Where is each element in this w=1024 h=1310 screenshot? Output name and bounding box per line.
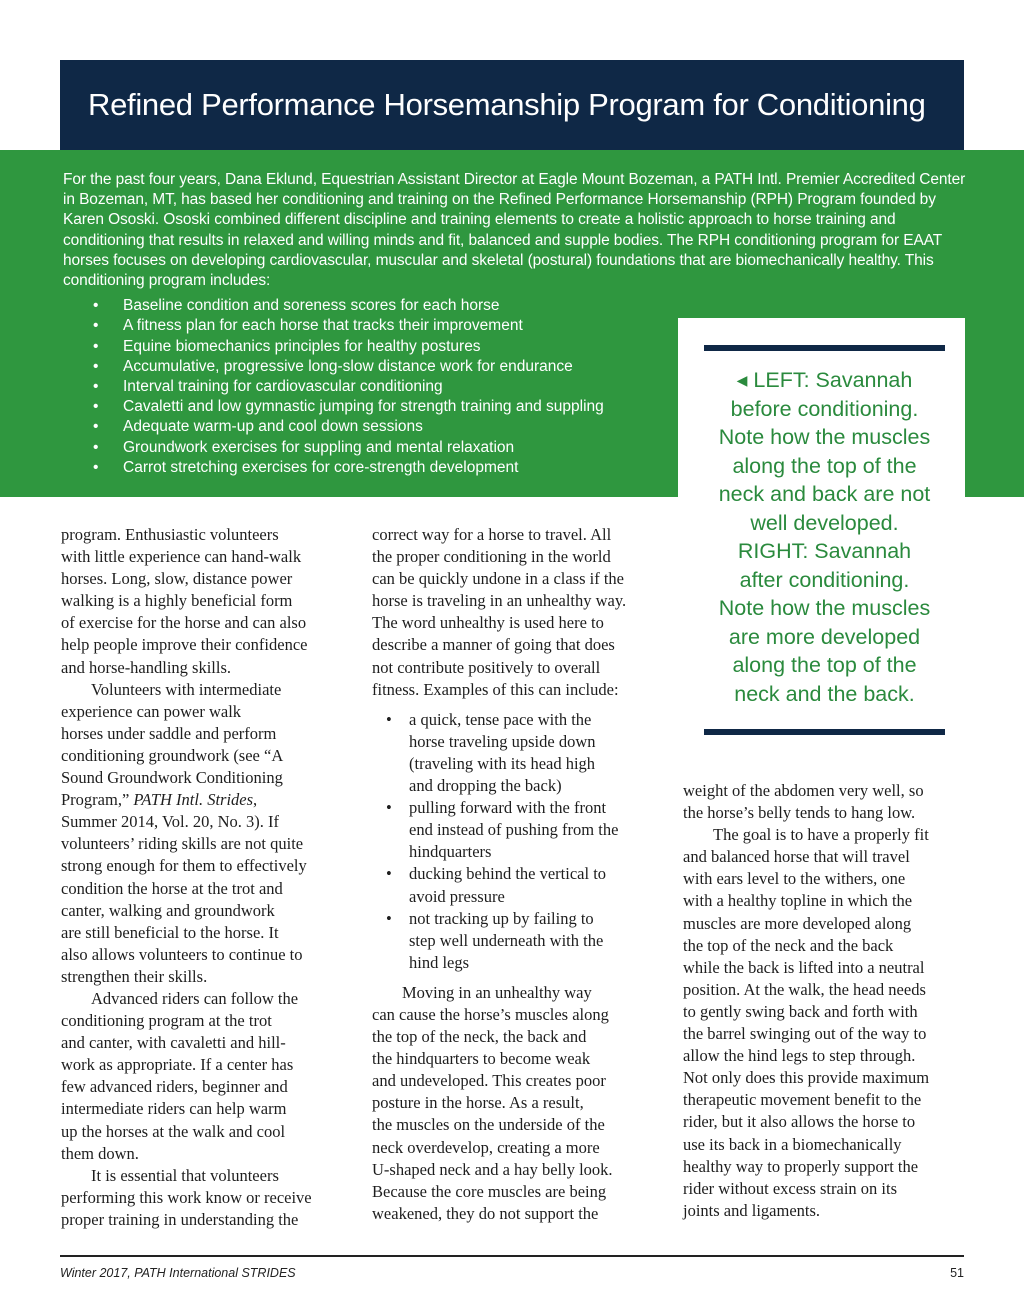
text-line: the muscles on the underside of the bbox=[372, 1115, 605, 1135]
text-line: with a healthy topline in which the bbox=[683, 891, 913, 911]
caption-bottom-rule bbox=[704, 729, 945, 735]
program-list-item bbox=[63, 296, 968, 316]
text-line: the top of the neck, the back and bbox=[372, 1027, 587, 1047]
text-line: of exercise for the horse and can also bbox=[61, 613, 307, 633]
text-line: rider, but it also allows the horse to bbox=[683, 1112, 916, 1132]
bullet-glyph: • bbox=[386, 864, 392, 884]
text-line: Summer 2014, Vol. 20, No. 3). If bbox=[61, 812, 280, 832]
caption-line: neck and the back. bbox=[734, 681, 915, 706]
text-line: also allows volunteers to continue to bbox=[61, 944, 303, 964]
text-line: the hindquarters to become weak bbox=[372, 1049, 591, 1069]
example-bullet-line: step well underneath with the bbox=[409, 930, 604, 950]
bullet-text: a quick, tense pace with the bbox=[409, 709, 592, 729]
program-list-item-text: Interval training for cardiovascular conditioning bbox=[123, 378, 443, 396]
article-column-2 bbox=[372, 524, 626, 1225]
example-bullet-line: (traveling with its head high bbox=[409, 753, 596, 773]
text-line: correct way for a horse to travel. All bbox=[372, 525, 612, 544]
program-list-item-text: Cavaletti and low gymnastic jumping for strength training and suppling bbox=[123, 398, 604, 416]
text-line: The goal is to have a properly fit bbox=[713, 825, 929, 845]
bullet-glyph: • bbox=[93, 458, 99, 476]
program-list-item-text: Groundwork exercises for suppling and mental relaxation bbox=[123, 438, 515, 456]
bullet-glyph: • bbox=[93, 398, 99, 416]
caption-line: neck and back are not bbox=[718, 482, 931, 506]
text-line: U-shaped neck and a hay belly look. bbox=[372, 1159, 613, 1179]
example-bullet-line: end instead of pushing from the bbox=[409, 820, 619, 840]
text-line: while the back is lifted into a neutral bbox=[683, 957, 925, 977]
text-line: canter, walking and groundwork bbox=[61, 900, 275, 920]
caption-top-rule bbox=[704, 345, 945, 351]
bullet-glyph: • bbox=[93, 418, 99, 436]
text-line: The word unhealthy is used here to bbox=[372, 613, 604, 633]
bullet-glyph: • bbox=[386, 908, 392, 928]
text-line: help people improve their confidence bbox=[61, 635, 308, 655]
page-number: 51 bbox=[950, 1266, 964, 1280]
bullet-text: ducking behind the vertical to bbox=[409, 864, 607, 884]
page-title: Refined Performance Horsemanship Program for Conditioning bbox=[88, 87, 926, 122]
caption-line: well developed. bbox=[750, 510, 899, 535]
text-line: strong enough for them to effectively bbox=[61, 856, 307, 876]
text-line: can cause the horse’s muscles along bbox=[372, 1004, 609, 1024]
sidebar-intro: For the past four years, Dana Eklund, Equestrian Assistant Director at Eagle Mount Bozeman, a PATH Intl. Premier Accredited Center in Bozeman, MT, has based her conditioning and training on the Refined Performance Horsemanship (RPH) Program founded by Karen Ososki. Ososki combined different discipline and training elements to create a holistic approach to horse training and conditioning that results in relaxed and willing minds and fit, balanced and supple bodies. The RPH conditioning program for EAAT horses focuses on developing cardiovascular, muscular and skeletal (postural) foundations that are biomechanically healthy. This conditioning program includes: bbox=[63, 171, 966, 290]
text-line: volunteers’ riding skills are not quite bbox=[61, 834, 304, 854]
program-list-item-text: Carrot stretching exercises for core-strength development bbox=[123, 458, 519, 476]
text-line: describe a manner of going that does bbox=[372, 635, 615, 655]
example-bullet-line bbox=[372, 709, 626, 731]
text-line: strengthen their skills. bbox=[61, 966, 208, 986]
photo-caption-callout bbox=[678, 318, 965, 750]
article-column-1 bbox=[61, 524, 312, 1231]
bullet-glyph: • bbox=[93, 317, 99, 335]
bullet-text: pulling forward with the front bbox=[409, 798, 607, 818]
text-fragment: Program,” bbox=[61, 790, 134, 810]
text-line: them down. bbox=[61, 1143, 139, 1163]
text-line: with little experience can hand-walk bbox=[61, 547, 302, 567]
text-line: allow the hind legs to step through. bbox=[683, 1046, 916, 1066]
text-line: experience can power walk bbox=[61, 701, 242, 721]
publication-title: PATH Intl. Strides bbox=[133, 790, 254, 810]
text-line: horses. Long, slow, distance power bbox=[61, 569, 293, 589]
example-bullet-line bbox=[372, 908, 626, 930]
text-line: walking is a highly beneficial form bbox=[61, 591, 293, 611]
text-fragment: , bbox=[253, 790, 258, 810]
caption-line: are more developed bbox=[728, 624, 921, 649]
bullet-glyph: • bbox=[93, 357, 99, 375]
caption-line: Note how the muscles bbox=[718, 425, 931, 449]
text-line: horse is traveling in an unhealthy way. bbox=[372, 591, 627, 611]
spacer bbox=[372, 701, 626, 709]
text-line: with ears level to the withers, one bbox=[683, 869, 906, 889]
text-line: and balanced horse that will travel bbox=[683, 847, 910, 867]
example-bullet-line bbox=[372, 797, 626, 819]
text-line: are still beneficial to the horse. It bbox=[61, 922, 279, 942]
caption-line: ◂ LEFT: Savannah bbox=[736, 368, 913, 392]
footer-issue: Winter 2017, PATH International STRIDES bbox=[60, 1266, 296, 1280]
caption-line: Note how the muscles bbox=[718, 596, 931, 620]
program-list-item-text: Accumulative, progressive long-slow distance work for endurance bbox=[123, 357, 573, 375]
example-bullet-line bbox=[372, 863, 626, 885]
text-line: muscles are more developed along bbox=[683, 913, 912, 933]
text-line: the barrel swinging out of the way to bbox=[683, 1024, 927, 1044]
text-line: not contribute positively to overall bbox=[372, 657, 601, 677]
text-line: neck overdevelop, creating a more bbox=[372, 1137, 600, 1157]
program-list-item-text: A fitness plan for each horse that tracks their improvement bbox=[123, 317, 523, 335]
text-line: It is essential that volunteers bbox=[91, 1165, 279, 1185]
text-line: can be quickly undone in a class if the bbox=[372, 569, 625, 589]
text-line: condition the horse at the trot and bbox=[61, 878, 283, 898]
text-line: conditioning groundwork (see “A bbox=[61, 745, 284, 765]
example-bullet-line: horse traveling upside down bbox=[409, 731, 596, 751]
bullet-glyph: • bbox=[386, 798, 392, 818]
caption-line: along the top of the bbox=[732, 653, 917, 677]
text-line: proper training in understanding the bbox=[61, 1209, 299, 1229]
text-line: healthy way to properly support the bbox=[683, 1156, 919, 1176]
text-line: the horse’s belly tends to hang low. bbox=[683, 803, 916, 823]
footer-rule bbox=[60, 1255, 964, 1257]
bullet-glyph: • bbox=[93, 438, 99, 456]
example-bullet-line: and dropping the back) bbox=[409, 776, 562, 796]
text-line: Moving in an unhealthy way bbox=[402, 982, 592, 1002]
bullet-glyph: • bbox=[386, 709, 392, 729]
text-line: therapeutic movement benefit to the bbox=[683, 1090, 922, 1110]
title-banner bbox=[60, 60, 964, 150]
bullet-text: not tracking up by failing to bbox=[409, 908, 594, 928]
text-line: weakened, they do not support the bbox=[372, 1203, 599, 1223]
text-line bbox=[61, 789, 312, 811]
text-line: work as appropriate. If a center has bbox=[61, 1055, 294, 1075]
text-line: up the horses at the walk and cool bbox=[61, 1121, 286, 1141]
text-line: Because the core muscles are being bbox=[372, 1181, 607, 1201]
text-line: program. Enthusiastic volunteers bbox=[61, 525, 279, 544]
bullet-glyph: • bbox=[93, 337, 99, 355]
text-line: use its back in a biomechanically bbox=[683, 1134, 902, 1154]
text-line: Sound Groundwork Conditioning bbox=[61, 768, 283, 788]
example-bullet-line: hind legs bbox=[409, 952, 470, 972]
spacer bbox=[372, 974, 626, 982]
text-line: Not only does this provide maximum bbox=[683, 1068, 930, 1088]
caption-line: along the top of the bbox=[732, 453, 917, 478]
text-line: Volunteers with intermediate bbox=[91, 679, 282, 699]
program-list-item-text: Adequate warm-up and cool down sessions bbox=[123, 418, 423, 436]
example-bullet-line: avoid pressure bbox=[409, 886, 505, 906]
text-line: fitness. Examples of this can include: bbox=[372, 679, 619, 699]
text-line: the proper conditioning in the world bbox=[372, 547, 611, 567]
caption-line: RIGHT: Savannah bbox=[737, 539, 912, 563]
text-line: position. At the walk, the head needs bbox=[683, 979, 926, 999]
text-line: weight of the abdomen very well, so bbox=[683, 781, 924, 800]
text-line: rider without excess strain on its bbox=[683, 1178, 898, 1198]
program-list-item-text: Baseline condition and soreness scores for each horse bbox=[123, 297, 500, 315]
photo-caption bbox=[698, 366, 951, 708]
text-line: horses under saddle and perform bbox=[61, 723, 277, 743]
caption-line: after conditioning. bbox=[739, 567, 910, 592]
bullet-glyph: • bbox=[93, 297, 99, 315]
text-line: the top of the neck and the back bbox=[683, 935, 894, 955]
program-list-item-text: Equine biomechanics principles for healthy postures bbox=[123, 337, 481, 355]
bullet-glyph: • bbox=[93, 378, 99, 396]
text-line: intermediate riders can help warm bbox=[61, 1099, 287, 1119]
example-bullet-line: hindquarters bbox=[409, 842, 492, 862]
text-line: performing this work know or receive bbox=[61, 1187, 312, 1207]
text-line: posture in the horse. As a result, bbox=[372, 1093, 584, 1113]
caption-line: before conditioning. bbox=[730, 396, 919, 421]
text-line: to gently swing back and forth with bbox=[683, 1001, 918, 1021]
article-column-3 bbox=[683, 780, 929, 1222]
text-line: and undeveloped. This creates poor bbox=[372, 1071, 606, 1091]
text-line: and canter, with cavaletti and hill- bbox=[61, 1033, 286, 1053]
text-line: few advanced riders, beginner and bbox=[61, 1077, 288, 1097]
text-line: conditioning program at the trot bbox=[61, 1011, 272, 1031]
text-line: Advanced riders can follow the bbox=[91, 988, 299, 1008]
text-line: joints and ligaments. bbox=[683, 1200, 821, 1220]
text-line: and horse-handling skills. bbox=[61, 657, 232, 677]
